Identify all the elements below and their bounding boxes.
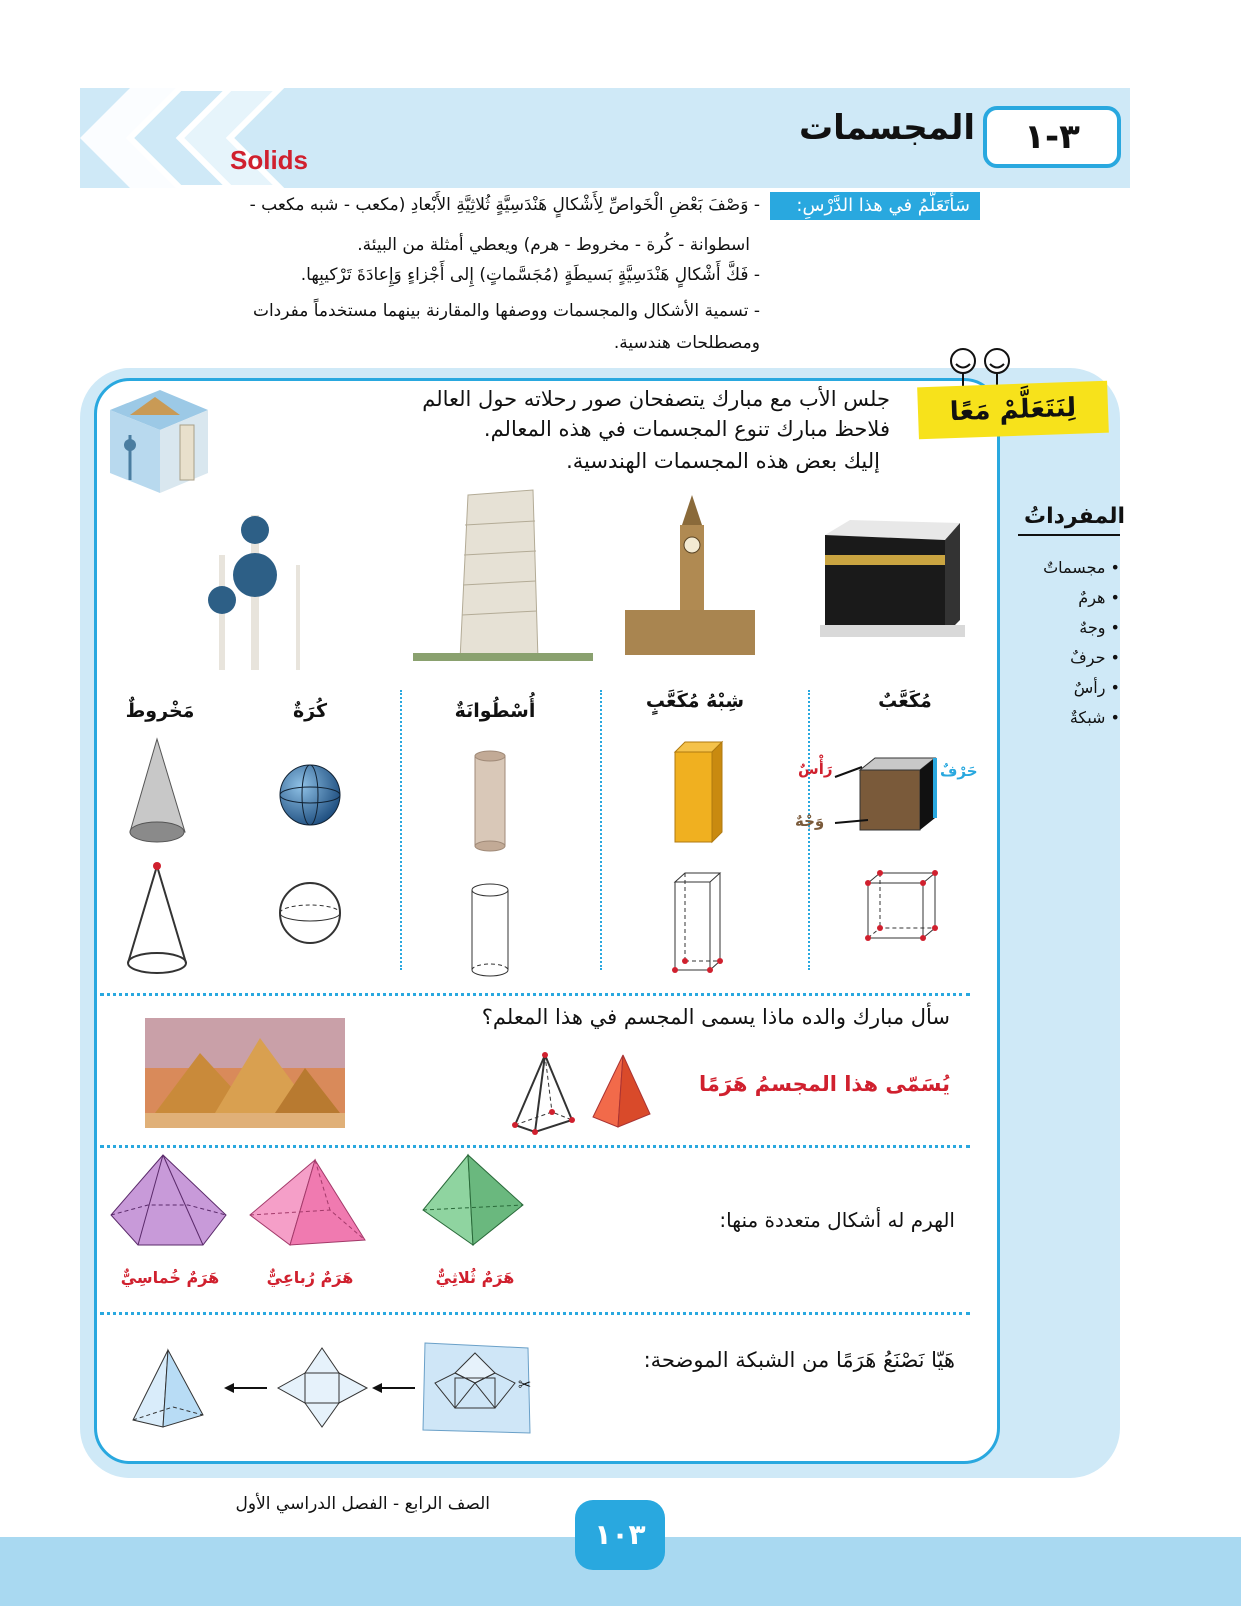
sphere-colored-shape bbox=[275, 760, 345, 830]
landmarks-cube-image bbox=[100, 385, 212, 497]
label-cube: مُكَعَّبٌ bbox=[878, 690, 932, 712]
label-pentagonal-pyramid: هَرَمٌ خُماسِيٌّ bbox=[120, 1268, 220, 1287]
giza-pyramids-image bbox=[145, 1018, 345, 1128]
label-cylinder: أُسْطُوانَةٌ bbox=[454, 700, 536, 722]
pyramid-net-shape bbox=[275, 1345, 370, 1430]
pentagonal-pyramid-shape bbox=[108, 1150, 230, 1250]
cylinder-colored-shape bbox=[470, 748, 510, 858]
objective-line-2: اسطوانة - كُرة - مخروط - هرم) ويعطي أمثلة من البيئة. bbox=[357, 235, 750, 255]
section-divider bbox=[100, 1312, 970, 1315]
triangular-pyramid-shape bbox=[418, 1150, 528, 1250]
net-instruction: هَيّا نَصْنَعُ هَرَمًا من الشبكة الموضحة: bbox=[643, 1348, 955, 1372]
arrow-left-icon bbox=[222, 1380, 272, 1396]
kuwait-towers-image bbox=[200, 495, 310, 675]
cone-colored-shape bbox=[125, 737, 190, 852]
label-cuboid: شِبْهُ مُكَعَّبٍ bbox=[645, 690, 745, 712]
label-sphere: كُرَةٌ bbox=[292, 700, 328, 722]
label-triangular-pyramid: هَرَمٌ ثُلاثِيٌّ bbox=[435, 1268, 515, 1287]
vocab-item: • شبكةٌ bbox=[1069, 708, 1120, 727]
square-pyramid-shape bbox=[245, 1155, 375, 1250]
intro-line-3: إليك بعض هذه المجسمات الهندسية. bbox=[566, 449, 880, 473]
pyramid-wireframe-shape bbox=[510, 1050, 580, 1135]
big-ben-image bbox=[620, 490, 760, 660]
pyramid-types-intro: الهرم له أشكال متعددة منها: bbox=[719, 1208, 955, 1232]
section-divider bbox=[100, 993, 970, 996]
cube-arrows-icon bbox=[830, 765, 870, 835]
section-divider bbox=[100, 1145, 970, 1148]
assembled-pyramid-shape bbox=[128, 1345, 208, 1430]
svg-text:✂: ✂ bbox=[518, 1375, 532, 1394]
objective-line-5: ومصطلحات هندسية. bbox=[613, 333, 760, 353]
learn-together-badge: لِنَتَعَلَّمْ مَعًا bbox=[917, 381, 1109, 440]
vocab-item: • مجسماتٌ bbox=[1043, 558, 1120, 577]
vocabulary-title: المفرداتُ bbox=[1023, 504, 1125, 529]
label-cone: مَخْروطٌ bbox=[125, 700, 195, 722]
objective-line-4: - تسمية الأشكال والمجسمات ووصفها والمقارنة بينهما مستخدماً مفردات bbox=[252, 301, 760, 321]
page-number: ١٠٣ bbox=[575, 1500, 665, 1570]
cylinder-wireframe-shape bbox=[465, 880, 515, 985]
cone-wireframe-shape bbox=[122, 858, 192, 983]
objective-line-3: - فَكَّ أَشْكالٍ هَنْدَسِيَّةٍ بَسيطَةٍ (مُجَسَّماتٍ) إِلى أَجْزاءٍ وَإِعادَةَ تَرْكيبِها. bbox=[300, 265, 760, 285]
pyramid-question: سأل مبارك والده ماذا يسمى المجسم في هذا المعلم؟ bbox=[481, 1005, 950, 1029]
cuboid-wireframe-shape bbox=[670, 870, 730, 980]
column-divider bbox=[808, 690, 810, 970]
intro-line-2: فلاحظ مبارك تنوع المجسمات في هذه المعالم. bbox=[483, 417, 890, 441]
cube-edge-label: حَرْفٌ bbox=[940, 762, 978, 780]
column-divider bbox=[600, 690, 602, 970]
lesson-title-en: Solids bbox=[230, 145, 309, 175]
arrow-left-icon bbox=[370, 1380, 420, 1396]
vocab-item: • هرمٌ bbox=[1078, 588, 1120, 607]
label-square-pyramid: هَرَمٌ رُباعِيٌّ bbox=[266, 1268, 354, 1287]
objectives-label: سَأَتَعَلَّمُ في هذا الدَّرْسِ: bbox=[770, 192, 980, 220]
vocab-item: • حرفٌ bbox=[1070, 648, 1120, 667]
objective-line-1: - وَصْفَ بَعْضِ الْخَواصِّ لِأَشْكالٍ هَنْدَسِيَّةٍ ثُلاثِيَّةِ الأَبْعادِ (مكعب - شبه مكعب - bbox=[249, 195, 760, 215]
cube-face-label: وَجْهٌ bbox=[795, 812, 825, 830]
cube-vertex-label: رَأْسٌ bbox=[798, 760, 833, 778]
pyramid-answer: يُسَمّى هذا المجسمُ هَرَمًا bbox=[698, 1072, 950, 1096]
lesson-number: ٣-١ bbox=[983, 106, 1121, 168]
intro-line-1: جلس الأب مع مبارك يتصفحان صور رحلاته حول العالم bbox=[422, 387, 890, 411]
kaaba-image bbox=[820, 515, 965, 640]
lesson-title: المجسمات bbox=[798, 108, 975, 148]
footer-grade: الصف الرابع - الفصل الدراسي الأول bbox=[235, 1494, 490, 1514]
vocabulary-underline bbox=[1018, 534, 1120, 536]
pyramid-net-paper bbox=[420, 1338, 535, 1438]
cube-wireframe-shape bbox=[860, 868, 945, 948]
pyramid-colored-shape bbox=[588, 1052, 658, 1132]
column-divider bbox=[400, 690, 402, 970]
pisa-tower-image bbox=[408, 475, 593, 665]
sphere-wireframe-shape bbox=[275, 878, 345, 948]
vocab-item: • رأسٌ bbox=[1073, 678, 1120, 697]
cuboid-colored-shape bbox=[670, 740, 730, 845]
vocab-item: • وجهٌ bbox=[1079, 618, 1120, 637]
